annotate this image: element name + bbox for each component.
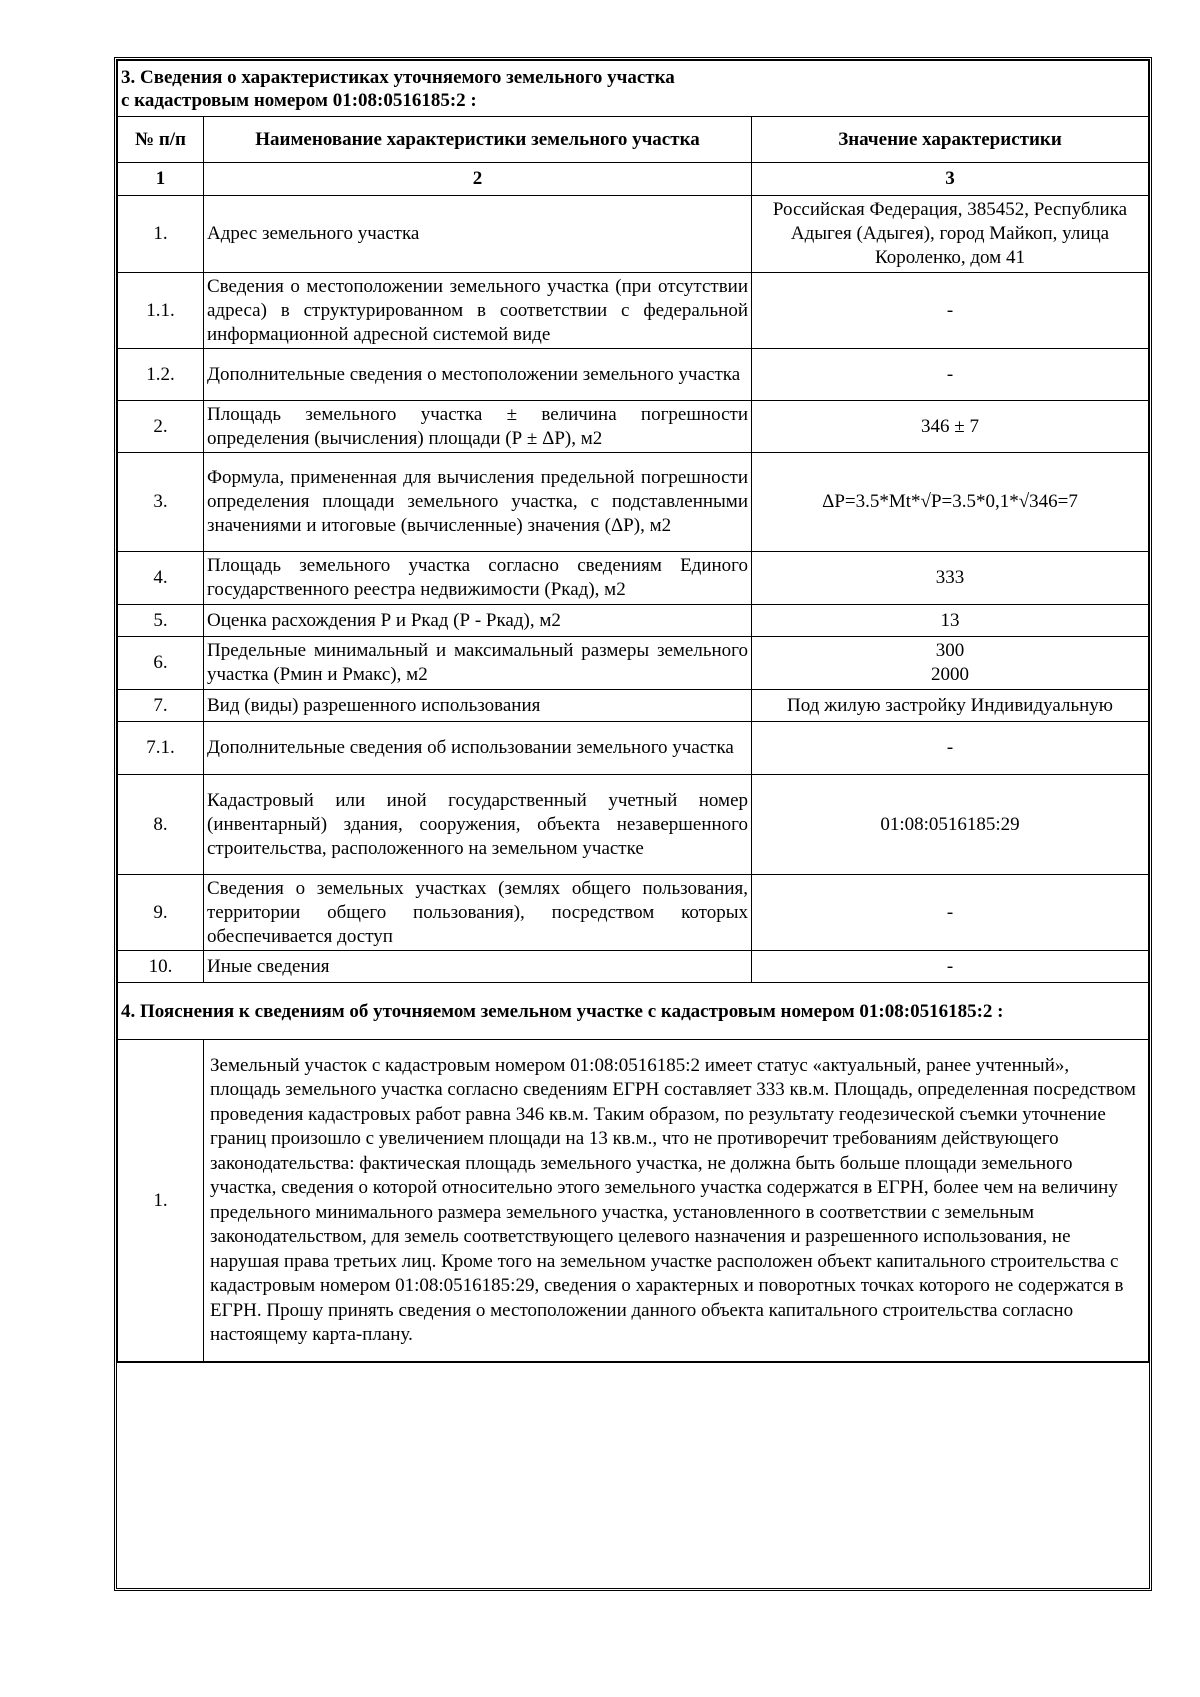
- row-value: 13: [752, 605, 1149, 637]
- row-value: 01:08:0516185:29: [752, 775, 1149, 875]
- row-num: 7.: [118, 690, 204, 722]
- row-name: Площадь земельного участка согласно сведениям Единого государственного реестра недвижимости (Ркад), м2: [204, 552, 752, 605]
- explanation-row: [118, 1040, 1149, 1362]
- table-row: [118, 637, 1149, 690]
- row-num: 1.: [118, 196, 204, 273]
- table-row: [118, 349, 1149, 401]
- row-name: Предельные минимальный и максимальный размеры земельного участка (Рмин и Рмакс), м2: [204, 637, 752, 690]
- section3-title-line2: с кадастровым номером 01:08:0516185:2 :: [121, 89, 477, 111]
- section3-title: [118, 61, 1149, 117]
- row-num: 7.1.: [118, 722, 204, 775]
- header-row: [118, 117, 1149, 163]
- row-name: Иные сведения: [204, 951, 752, 983]
- column-number: 2: [204, 163, 752, 196]
- table-row: [118, 196, 1149, 273]
- row-value: Российская Федерация, 385452, Республика Адыгея (Адыгея), город Майкоп, улица Короленко, дом 41: [752, 196, 1149, 273]
- header-name: Наименование характеристики земельного участка: [204, 117, 752, 163]
- row-name: Сведения о земельных участках (землях общего пользования, территории общего пользования), посредством которых обеспечивается доступ: [204, 875, 752, 951]
- table-row: [118, 401, 1149, 453]
- row-value: -: [752, 349, 1149, 401]
- row-num: 6.: [118, 637, 204, 690]
- section3-table: [117, 60, 1149, 1362]
- row-num: 8.: [118, 775, 204, 875]
- table-row: [118, 722, 1149, 775]
- row-name: Адрес земельного участка: [204, 196, 752, 273]
- empty-area: [117, 1362, 1149, 1574]
- explanation-text: Земельный участок с кадастровым номером 01:08:0516185:2 имеет статус «актуальный, ранее учтенный», площадь земельного участка согласно сведениям ЕГРН составляет 333 кв.м. Площадь, определенная посредством проведения кадастровых работ равна 346 кв.м. Таким образом, по результату геодезической съемки уточнение границ произошло с увеличением площади на 13 кв.м., что не противоречит требованиям действующего законодательства: фактическая площадь земельного участка, не должна быть больше площади земельного участка, сведения о которой относительно этого земельного участка содержатся в ЕГРН, более чем на величину предельного минимального размера земельного участка, установленного в соответствии с земельным законодательством, для земель соответствующего целевого назначения и разрешенного использования, не нарушая права третьих лиц. Кроме того на земельном участке расположен объект капитального строительства с кадастровым номером 01:08:0516185:29, сведения о характерных и поворотных точках которого не содержатся в ЕГРН. Прошу принять сведения о местоположении данного объекта капитального строительства согласно настоящему карта-плану.: [204, 1040, 1149, 1362]
- row-name: Дополнительные сведения об использовании земельного участка: [204, 722, 752, 775]
- row-num: 9.: [118, 875, 204, 951]
- header-num: № п/п: [118, 117, 204, 163]
- table-row: [118, 951, 1149, 983]
- table-row: [118, 875, 1149, 951]
- row-num: 10.: [118, 951, 204, 983]
- section4-title: 4. Пояснения к сведениям об уточняемом земельном участке с кадастровым номером 01:08:0516185:2 :: [118, 983, 1149, 1040]
- row-value: 333: [752, 552, 1149, 605]
- header-value: Значение характеристики: [752, 117, 1149, 163]
- row-value: -: [752, 273, 1149, 349]
- explanation-num: 1.: [118, 1040, 204, 1362]
- row-value: -: [752, 951, 1149, 983]
- row-name: Вид (виды) разрешенного использования: [204, 690, 752, 722]
- row-num: 1.2.: [118, 349, 204, 401]
- table-row: [118, 453, 1149, 552]
- column-number-row: [118, 163, 1149, 196]
- column-number: 1: [118, 163, 204, 196]
- row-num: 5.: [118, 605, 204, 637]
- row-value: Под жилую застройку Индивидуальную: [752, 690, 1149, 722]
- table-row: [118, 273, 1149, 349]
- table-row: [118, 552, 1149, 605]
- row-name: Оценка расхождения Р и Ркад (Р - Ркад), м2: [204, 605, 752, 637]
- section3-title-line1: 3. Сведения о характеристиках уточняемого земельного участка: [121, 66, 675, 88]
- row-value: 346 ± 7: [752, 401, 1149, 453]
- row-name: Сведения о местоположении земельного участка (при отсутствии адреса) в структурированном в соответствии с федеральной информационной адресной системой виде: [204, 273, 752, 349]
- document-frame: [114, 57, 1152, 1591]
- row-value: -: [752, 722, 1149, 775]
- row-value: ΔР=3.5*Mt*√Р=3.5*0,1*√346=7: [752, 453, 1149, 552]
- row-name: Кадастровый или иной государственный учетный номер (инвентарный) здания, сооружения, объекта незавершенного строительства, расположенного на земельном участке: [204, 775, 752, 875]
- table-row: [118, 690, 1149, 722]
- row-value: [752, 637, 1149, 690]
- column-number: 3: [752, 163, 1149, 196]
- row-name: Формула, примененная для вычисления предельной погрешности определения площади земельного участка, с подставленными значениями и итоговые (вычисленные) значения (ΔР), м2: [204, 453, 752, 552]
- table-row: [118, 775, 1149, 875]
- row-num: 1.1.: [118, 273, 204, 349]
- row-num: 2.: [118, 401, 204, 453]
- row-num: 4.: [118, 552, 204, 605]
- row-value-max: 2000: [931, 664, 969, 685]
- row-num: 3.: [118, 453, 204, 552]
- row-value-min: 300: [935, 640, 965, 661]
- row-name: Площадь земельного участка ± величина погрешности определения (вычисления) площади (Р ± ΔР), м2: [204, 401, 752, 453]
- row-name: Дополнительные сведения о местоположении земельного участка: [204, 349, 752, 401]
- table-row: [118, 605, 1149, 637]
- row-value: -: [752, 875, 1149, 951]
